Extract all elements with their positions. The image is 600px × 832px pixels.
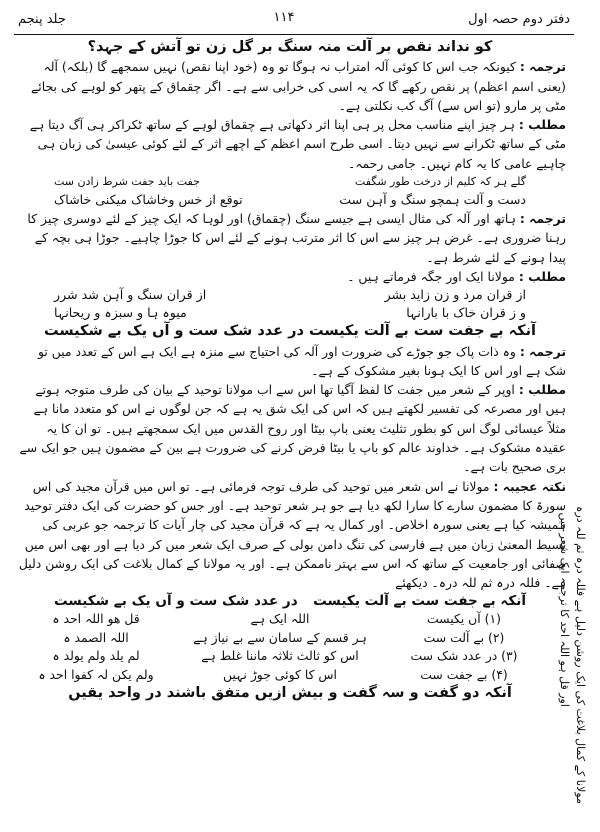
paragraph [14, 57, 566, 115]
couplet-hemistich: دست و آلت ہمچو سنگ و آہن ست [339, 192, 526, 208]
table-cell: اللہ الصمد ہ [63, 629, 129, 645]
table-cell: (۱) آں یکیست [426, 611, 501, 627]
paragraph-text: مولانا ایک اور جگہ فرماتے ہیں ۔ [347, 268, 519, 284]
table-cell: (۳) در عدد شک ست [410, 648, 518, 664]
paragraph [14, 342, 566, 381]
paragraph [14, 477, 566, 593]
paragraph-label: ترجمہ : [519, 211, 566, 227]
header-rule [14, 34, 574, 35]
table-cell: قل ھو اللہ احد ہ [52, 611, 140, 627]
table-cell: لم یلد ولم یولد ہ [52, 648, 140, 664]
table-cell: اس کا کوئی جوڑ نہیں [223, 666, 337, 682]
couplet [14, 592, 566, 610]
paragraph-label: مطلب : [518, 117, 566, 133]
couplet-hemistich: توقع از خس وخاشاک میکنی خاشاک [54, 192, 243, 208]
table-cell: ولم یکن لہ کفوا احد ہ [38, 666, 154, 682]
paragraph-label: ترجمہ : [519, 59, 566, 75]
volume-label: جلد پنجم [18, 12, 66, 27]
couplet-hemistich: و ز قران خاک با بارانہا [406, 305, 526, 321]
couplet-hemistich: جفت باید جفت شرط زادن ست [54, 175, 200, 189]
paragraph-text: کیونکہ جب اس کا کوئی آلہ امتراب نہ ہوگا تو وہ (خود اپنا نقص) نہیں سمجھے گا (بلکہ) آلہ (یعنی اسم اعظم) پر نقص رکھے گا کہ یہ اسی کی خرابی سے ہے۔ اگر چقماق کے پتھر کو لوہے کی بجائے مٹی پر مارو (تو اس سے) آگ کب نکلتی ہے۔ [31, 59, 566, 113]
couplet [14, 286, 566, 304]
paragraph-label: مطلب : [518, 268, 566, 284]
paragraph-text: مولانا نے اس شعر میں توحید کی طرف توجہ فرمائی ہے۔ تو اس میں قرآن مجید کی اس سورۃ کا مضمون سارے کا سارا لکھ دیا ہے جو ہر شعر توحید ہے۔ اور جس کو حضرت کی ایک دفتر توحید ہمیشہ کیا ہے یعنی سورہ اخلاص۔ اور کمال یہ ہے کہ قرآن مجید کی چار آیات کا ترجمہ جو عربی کی بسیط المعنیٰ زبان میں ہے فارسی کی تنگ دامن بولی کے صرف ایک شعر میں کر دیا ہے اور بھی اس میں صفائی اور جامعیت کے ساتھ کہ اس سے بہتر ناممکن ہے۔ اور یہ مولانا کے کمال بلاغت کی ایک روشن دلیل ہے۔ فللہ درہ ثم للہ درہ۔ دیکھئے [18, 478, 566, 591]
table-cell: (۴) بے جفت ست [420, 666, 508, 682]
verse-line: آنکہ دو گفت و سہ گفت و بیش ازیں متفق باشند در واحد یقیں [68, 685, 512, 702]
paragraph-text: ہر چیز اپنے مناسب محل پر ہی اپنا اثر دکھاتی ہے چقماق لوہے کے ساتھ ٹکراکر ہی آگ دیتا ہے مٹی کے ساتھ ٹکرانے سے نہیں دیتا۔ اسی طرح اسم اعظم کے اچھے اثر کے لئے کوئی عیسیٰ کی زبان ہی چاہیے عامی کا یہ کام نہیں۔ جامی رحمہ۔ [29, 117, 566, 171]
couplet-hemistich: گلے ہر کہ کلیم از درخت طور شگفت [354, 175, 526, 189]
table-cell: اللہ ایک ہے [250, 611, 310, 627]
table-cell: ہر قسم کے سامان سے بے نیاز ہے [193, 629, 367, 645]
paragraph-text: ہاتھ اور آلہ کی مثال ایسی ہے جیسے سنگ (چقماق) اور لوہا کہ ایک چیز کے لئے دوسری چیز کا رہنا ضروری ہے۔ غرض ہر چیز سے اس کا اثر مترتب ہونے کے لئے اس کا جوڑا چاہیے۔ جوڑا ہی بچہ کے پیدا ہونے کے لئے شرط ہے۔ [27, 211, 566, 265]
verse-line: کو نداند نقص بر آلت منہ سنگ بر گل زن تو آتش کے جہد؟ [87, 39, 493, 55]
translation-table [0, 610, 566, 684]
paragraph-label: نکتہ عجیبہ : [493, 478, 566, 494]
couplet-hemistich: آنکہ بے جفت ست بے آلت یکیست [313, 593, 526, 610]
paragraph-label: مطلب : [518, 382, 566, 398]
table-cell: اس کو ثالث ثلاثہ ماننا غلط ہے [201, 648, 359, 664]
paragraph-text: اوپر کے شعر میں جفت کا لفظ آگیا تھا اس سے اب مولانا توحید کے بیان کی طرف متوجہ ہوتے ہیں اور مصرعہ کی تفسیر لکھتے ہیں کہ اس کی ایک شق یہ ہے کہ جن لوگوں نے اس کو متعدد مانا ہے مثلاً عیسائی لوگ اس کو بطور تثلیث یعنی باپ بیٹا اور روح القدس میں ایک سمجھتے ہیں۔ تو ان کا یہ عقیدہ مشکوک ہے۔ خداوند عالم کو باپ یا بیٹا فرض کرنے کی ضرورت ہے بین کے مضمون ہیں جو ایک سے بری صحیح بات ہے۔ [19, 382, 566, 475]
paragraph [14, 380, 566, 476]
paragraph-label: ترجمہ : [519, 343, 566, 359]
couplet [14, 191, 566, 209]
paragraph [14, 209, 566, 267]
table-cell: (۲) بے آلت ست [423, 629, 505, 645]
book-page [14, 6, 586, 824]
paragraph [14, 115, 566, 173]
page-header [14, 6, 574, 32]
page-number: ۱۱۴ [273, 10, 295, 25]
margin-note: مولانا کے کمال بلاغت کی ایک روشن دلیل ہے فللہ درہ ثم للہ درہ اور قل ہو اللہ احد کا ترجمہ ایک شعر میں۔ [558, 506, 587, 805]
paragraph [14, 267, 566, 286]
couplet-small [14, 173, 566, 191]
couplet-hemistich: میوہ ہا و سبزہ و ریحانہا [54, 305, 187, 321]
page-body [14, 38, 566, 704]
paragraph-text: وہ ذات پاک جو جوڑے کی ضرورت اور آلہ کی احتیاج سے منزہ ہے ایک ہے اس کے تعدد میں تو شک ہے اور اس کا ایک ہونا بغیر مشکوک کے ہے۔ [37, 343, 566, 378]
section-label: دفتر دوم حصہ اول [468, 12, 570, 27]
couplet-hemistich: از قران مرد و زن زاید بشر [384, 287, 526, 303]
couplet-hemistich: از قران سنگ و آہن شد شرر [54, 287, 207, 303]
verse-line: آنکہ بے جفت ست بے آلت یکیست در عدد شک ست و آں یک بے شکیست [44, 323, 536, 340]
couplet [14, 304, 566, 322]
couplet-hemistich: در عدد شک ست و آں یک بے شکیست [54, 593, 298, 610]
